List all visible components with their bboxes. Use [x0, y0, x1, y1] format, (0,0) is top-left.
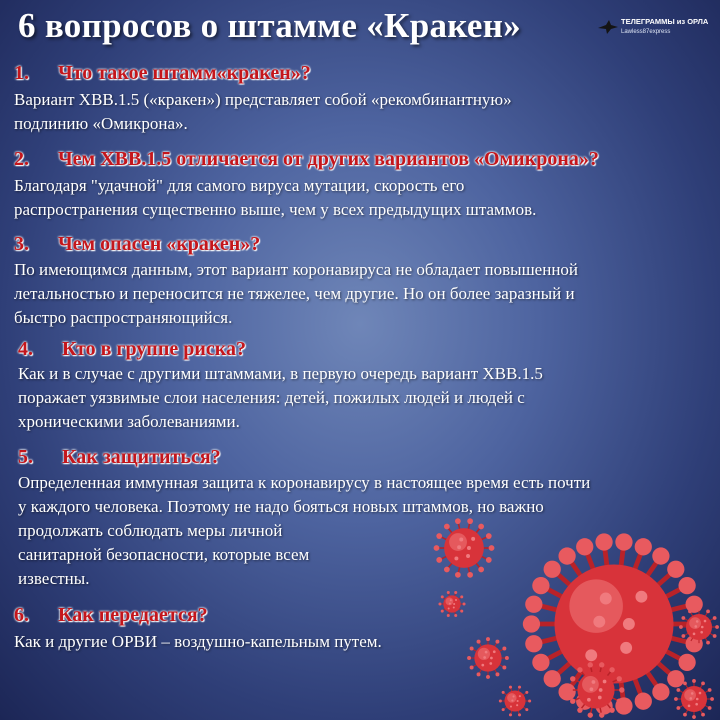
answer-line: санитарной безопасности, которые всем: [18, 545, 310, 564]
question-text: Кто в группе риска?: [62, 338, 246, 360]
virus-icon: [466, 636, 510, 680]
answer-4: [18, 362, 543, 434]
question-number: 5.: [18, 446, 33, 468]
question-4: [18, 338, 246, 361]
answer-line: Вариант XBB.1.5 («кракен») представляет собой «рекомбинантную»: [14, 90, 512, 109]
answer-line: поражает уязвимые слои населения: детей, пожилых людей и людей с: [18, 388, 525, 407]
answer-line: распространения существенно выше, чем у всех предыдущих штаммов.: [14, 200, 537, 219]
answer-line: у каждого человека. Поэтому не надо бояться новых штаммов, но важно: [18, 497, 544, 516]
question-number: 3.: [14, 233, 29, 255]
question-number: 2.: [14, 148, 29, 170]
question-number: 4.: [18, 338, 33, 360]
answer-line: Как и другие ОРВИ – воздушно-капельным путем.: [14, 632, 382, 651]
answer-line: Определенная иммунная защита к коронавирусу в настоящее время есть почти: [18, 473, 591, 492]
answer-line: подлинию «Омикрона».: [14, 114, 188, 133]
question-5: [18, 446, 221, 469]
bird-icon: [597, 19, 619, 35]
question-text: Что такое штамм«кракен»?: [58, 62, 311, 84]
logo-line-1: ТЕЛЕГРАММЫ из ОРЛА: [621, 17, 709, 26]
answer-3: [14, 258, 578, 330]
channel-logo: [597, 17, 717, 43]
answer-line: Как и в случае с другими штаммами, в первую очередь вариант XBB.1.5: [18, 364, 543, 383]
answer-line: Благодаря "удачной" для самого вируса мутации, скорость его: [14, 176, 465, 195]
answer-line: По имеющимся данным, этот вариант коронавируса не обладает повышенной: [14, 260, 579, 279]
question-6: [14, 604, 208, 627]
answer-line: известны.: [18, 569, 90, 588]
answer-1: [14, 88, 512, 136]
virus-icon: [498, 684, 532, 718]
page-title: 6 вопросов о штамме «Кракен»: [18, 6, 521, 45]
virus-icon: [438, 590, 466, 618]
question-3: [14, 233, 260, 256]
answer-line: летальностью и переносится не тяжелее, чем другие. Но он более заразный и: [14, 284, 575, 303]
answer-5: [18, 471, 590, 591]
answer-line: хроническими заболеваниями.: [18, 412, 240, 431]
logo-line-2: Lawless87express: [621, 29, 671, 35]
virus-icon: [678, 606, 720, 648]
question-2: [14, 148, 599, 171]
virus-icon: [668, 678, 720, 720]
question-text: Как передается?: [58, 604, 208, 626]
answer-2: [14, 174, 536, 222]
question-text: Как защититься?: [62, 446, 221, 468]
answer-line: продолжать соблюдать меры личной: [18, 521, 283, 540]
question-1: [14, 62, 311, 85]
question-text: Чем XBB.1.5 отличается от других вариантов «Омикрона»?: [58, 148, 599, 170]
question-text: Чем опасен «кракен»?: [58, 233, 261, 255]
virus-icon: [566, 660, 626, 720]
question-number: 6.: [14, 604, 29, 626]
question-number: 1.: [14, 62, 29, 84]
answer-line: быстро распространяющийся.: [14, 308, 233, 327]
answer-6: [14, 630, 382, 654]
